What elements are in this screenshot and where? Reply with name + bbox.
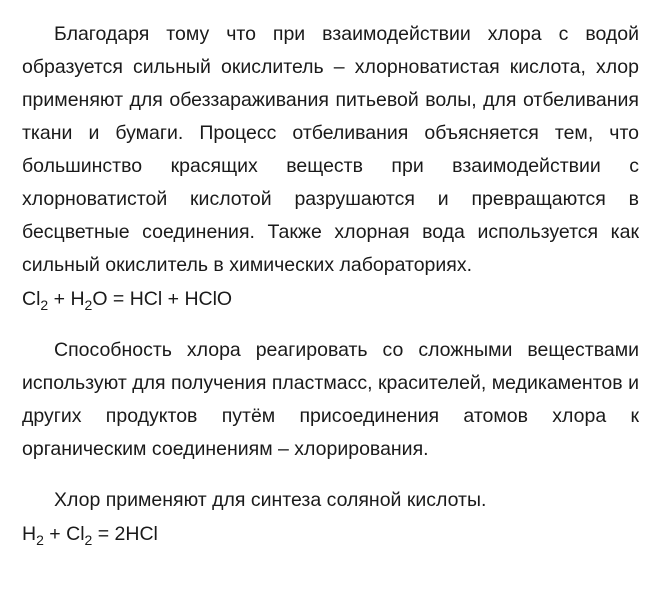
formula-term: H [22,523,37,545]
formula-subscript: 2 [84,532,93,548]
formula-term: Cl [22,288,41,310]
formula-chlorine-water-reaction [22,282,639,316]
formula-subscript: 2 [84,297,93,313]
formula-term: O = HCl + HClO [92,288,233,310]
formula-term: + Cl [43,523,85,545]
formula-subscript: 2 [36,532,44,548]
paragraph-hydrochloric-acid: Хлор применяют для синтеза соляной кислоты. [54,489,487,511]
paragraph-chlorination: Способность хлора реагировать со сложными веществами используют для получения пластмасс, красителей, медикаментов и других продуктов путём присоединения атомов хлора к органическим соединениям – хлорирования. [22,339,639,460]
formula-term: + H [48,288,85,310]
paragraph-chlorine-water: Благодаря тому что при взаимодействии хлора с водой образуется сильный окислитель – хлорноватистая кислота, хлор применяют для обеззараживания питьевой волы, для отбеливания ткани и бумаги. Процесс отбеливания объясняется тем, что большинство красящих веществ при взаимодействии с хлорноватистой кислотой разрушаются и превращаются в бесцветные соединения. Также хлорная вода используется как сильный окислитель в химических лабораториях. [22,23,639,276]
formula-term: = 2HCl [92,523,158,545]
formula-hcl-synthesis [22,517,639,551]
formula-subscript: 2 [40,297,49,313]
